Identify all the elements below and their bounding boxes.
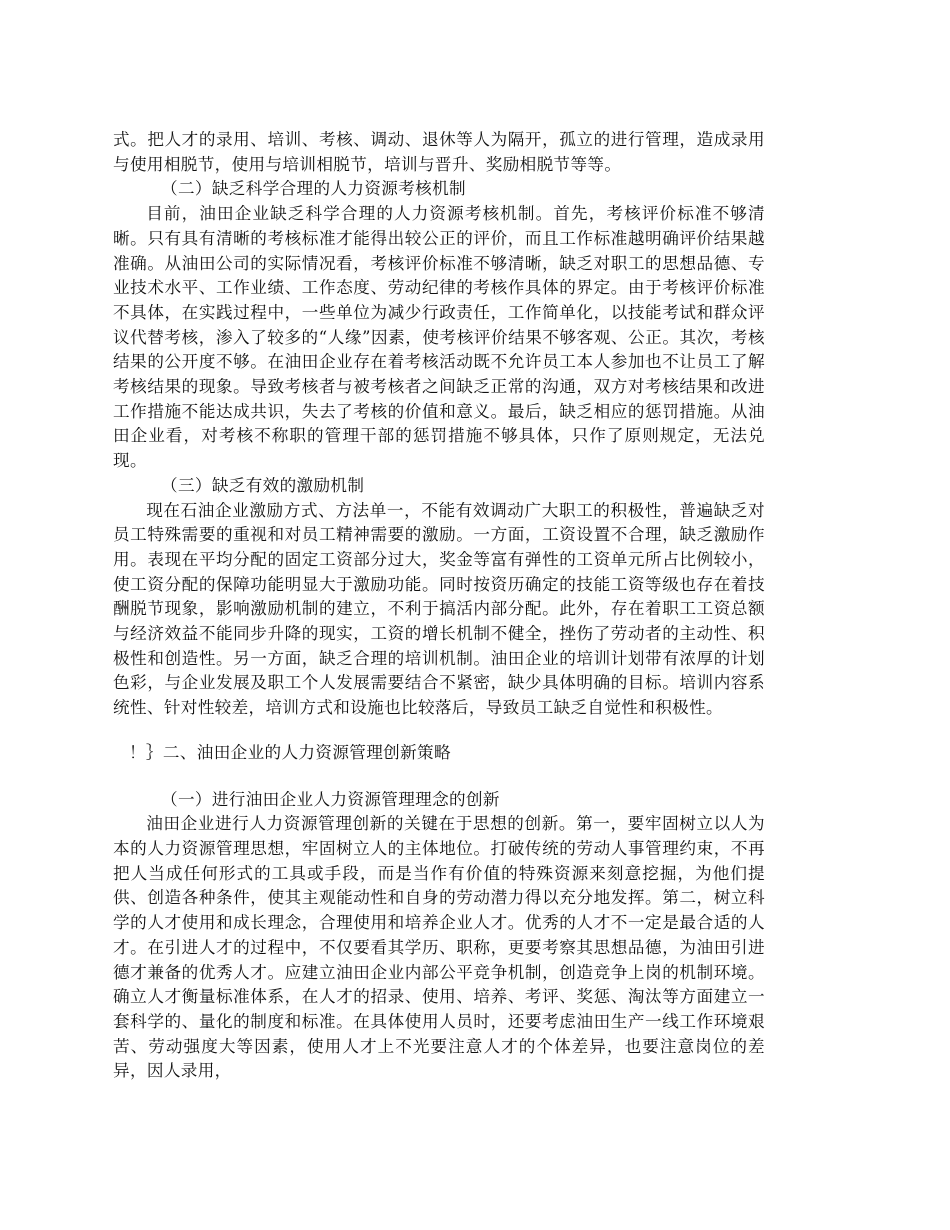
paragraph-incentive-mechanism: 现在石油企业激励方式、方法单一，不能有效调动广大职工的积极性，普遍缺乏对员工特殊需要的重视和对员工精神需要的激励。一方面，工资设置不合理，缺乏激励作用。表现在平均分配的固定工资部分过大，奖金等富有弹性的工资单元所占比例较小，使工资分配的保障功能明显大于激励功能。同时按资历确定的技能工资等级也存在着技酬脱节现象，影响激励机制的建立，不利于搞活内部分配。此外，存在着职工工资总额与经济效益不能同步升降的现实，工资的增长机制不健全，挫伤了劳动者的主动性、积极性和创造性。另一方面，缺乏合理的培训机制。油田企业的培训计划带有浓厚的计划色彩，与企业发展及职工个人发展需要结合不紧密，缺少具体明确的目标。培训内容系统性、针对性较差，培训方式和设施也比较落后，导致员工缺乏自觉性和积极性。 [113,500,765,718]
subheading-incentive-mechanism: （三）缺乏有效的激励机制 [161,475,365,495]
subheading-assessment-mechanism: （二）缺乏科学合理的人力资源考核机制 [161,179,466,199]
paragraph-concept-innovation: 油田企业进行人力资源管理创新的关键在于思想的创新。第一，要牢固树立以人为本的人力资源管理思想，牢固树立人的主体地位。打破传统的劳动人事管理约束，不再把人当成任何形式的工具或手段，而是当作有价值的特殊资源来刻意挖掘，为他们提供、创造各种条件，使其主观能动性和自身的劳动潜力得以充分地发挥。第二，树立科学的人才使用和成长理念，合理使用和培养企业人才。优秀的人才不一定是最合适的人才。在引进人才的过程中，不仅要看其学历、职称，更要考察其思想品德，为油田引进德才兼备的优秀人才。应建立油田企业内部公平竞争机制，创造竞争上岗的机制环境。确立人才衡量标准体系，在人才的招录、使用、培养、考评、奖惩、淘汰等方面建立一套科学的、量化的制度和标准。在具体使用人员时，还要考虑油田生产一线工作环境艰苦、劳动强度大等因素，使用人才上不光要注意人才的个体差异，也要注意岗位的差异，因人录用， [113,814,765,1081]
paragraph-training-disconnect: 式。把人才的录用、培训、考核、调动、退休等人为隔开，孤立的进行管理，造成录用与使用相脱节，使用与培训相脱节，培训与晋升、奖励相脱节等等。 [113,130,765,174]
document-page [113,128,765,1084]
subheading-concept-innovation: （一）进行油田企业人力资源管理理念的创新 [161,789,500,809]
section-heading-innovation-strategy: ！｝二、油田企业的人力资源管理创新策略 [129,742,451,762]
paragraph-assessment-mechanism: 目前，油田企业缺乏科学合理的人力资源考核机制。首先，考核评价标准不够清晰。只有具有清晰的考核标准才能得出较公正的评价，而且工作标准越明确评价结果越准确。从油田公司的实际情况看，考核评价标准不够清晰，缺乏对职工的思想品德、专业技术水平、工作业绩、工作态度、劳动纪律的考核作具体的界定。由于考核评价标准不具体，在实践过程中，一些单位为减少行政责任，工作简单化，以技能考试和群众评议代替考核，渗入了较多的“人缘”因素，使考核评价结果不够客观、公正。其次，考核结果的公开度不够。在油田企业存在着考核活动既不允许员工本人参加也不让员工了解考核结果的现象。导致考核者与被考核者之间缺乏正常的沟通，双方对考核结果和改进工作措施不能达成共识，失去了考核的价值和意义。最后，缺乏相应的惩罚措施。从油田企业看，对考核不称职的管理干部的惩罚措施不够具体，只作了原则规定，无法兑现。 [113,204,765,471]
